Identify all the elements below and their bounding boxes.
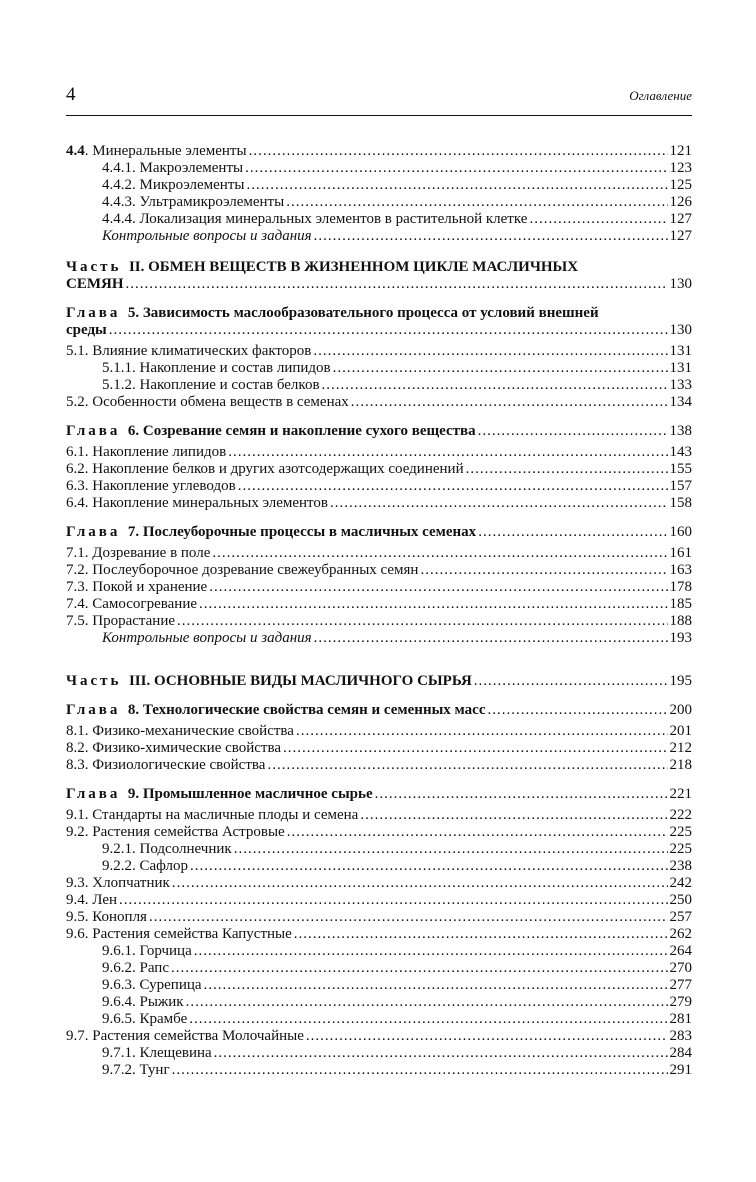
toc-entry-7-4[interactable]: 7.4. Самосогревание ..... 185 [66,596,692,613]
toc-entry-5-1-1[interactable]: 5.1.1. Накопление и состав липидов ..... 131 [66,360,692,377]
toc-part-3[interactable]: Часть III. ОСНОВНЫЕ ВИДЫ МАСЛИЧНОГО СЫРЬЯ ..... 195 [66,673,692,690]
toc-entry-9-6-2[interactable]: 9.6.2. Рапс ..... 270 [66,960,692,977]
toc-entry-9-5[interactable]: 9.5. Конопля ..... 257 [66,909,692,926]
toc-entry-5-1[interactable]: 5.1. Влияние климатических факторов ..... 131 [66,343,692,360]
page-number: 4 [66,84,76,105]
toc-entry-7-2[interactable]: 7.2. Послеуборочное дозревание свежеубранных семян ..... 163 [66,562,692,579]
toc-chapter-5[interactable]: Глава 5. Зависимость маслообразовательного процесса от условий внешней среды ..... 130 [66,305,692,339]
toc-entry-4-4-2[interactable]: 4.4.2. Микроэлементы ..... 125 [66,177,692,194]
table-of-contents [66,143,692,1079]
toc-entry-9-7-2[interactable]: 9.7.2. Тунг ..... 291 [66,1062,692,1079]
toc-entry-6-4[interactable]: 6.4. Накопление минеральных элементов ..... 158 [66,495,692,512]
toc-entry-4-4-3[interactable]: 4.4.3. Ультрамикроэлементы ..... 126 [66,194,692,211]
toc-entry-4-4-4[interactable]: 4.4.4. Локализация минеральных элементов в растительной клетке ..... 127 [66,211,692,228]
toc-entry-9-2-2[interactable]: 9.2.2. Сафлор ..... 238 [66,858,692,875]
toc-entry-8-3[interactable]: 8.3. Физиологические свойства ..... 218 [66,757,692,774]
toc-entry-9-3[interactable]: 9.3. Хлопчатник ..... 242 [66,875,692,892]
toc-entry-9-2-1[interactable]: 9.2.1. Подсолнечник ..... 225 [66,841,692,858]
toc-entry-questions-7[interactable]: Контрольные вопросы и задания ..... 193 [66,630,692,647]
toc-entry-9-7-1[interactable]: 9.7.1. Клещевина ..... 284 [66,1045,692,1062]
toc-chapter-7[interactable]: Глава 7. Послеуборочные процессы в масличных семенах ..... 160 [66,524,692,541]
toc-entry-9-6-1[interactable]: 9.6.1. Горчица ..... 264 [66,943,692,960]
toc-entry-4-4[interactable]: 4.4. Минеральные элементы ..... 121 [66,143,692,160]
toc-entry-6-1[interactable]: 6.1. Накопление липидов ..... 143 [66,444,692,461]
toc-entry-9-6-5[interactable]: 9.6.5. Крамбе ..... 281 [66,1011,692,1028]
toc-part-2[interactable]: Часть II. ОБМЕН ВЕЩЕСТВ В ЖИЗНЕННОМ ЦИКЛЕ МАСЛИЧНЫХ СЕМЯН ..... 130 [66,259,692,293]
toc-entry-9-6-4[interactable]: 9.6.4. Рыжик ..... 279 [66,994,692,1011]
header-rule [66,115,692,116]
toc-entry-7-3[interactable]: 7.3. Покой и хранение ..... 178 [66,579,692,596]
toc-entry-6-2[interactable]: 6.2. Накопление белков и других азотсодержащих соединений ..... 155 [66,461,692,478]
toc-chapter-6[interactable]: Глава 6. Созревание семян и накопление сухого вещества ..... 138 [66,423,692,440]
toc-entry-9-6[interactable]: 9.6. Растения семейства Капустные ..... 262 [66,926,692,943]
toc-entry-6-3[interactable]: 6.3. Накопление углеводов ..... 157 [66,478,692,495]
toc-chapter-9[interactable]: Глава 9. Промышленное масличное сырье ..... 221 [66,786,692,803]
toc-entry-9-6-3[interactable]: 9.6.3. Сурепица ..... 277 [66,977,692,994]
toc-entry-9-2[interactable]: 9.2. Растения семейства Астровые ..... 225 [66,824,692,841]
toc-entry-8-2[interactable]: 8.2. Физико-химические свойства ..... 212 [66,740,692,757]
toc-entry-8-1[interactable]: 8.1. Физико-механические свойства ..... 201 [66,723,692,740]
toc-chapter-8[interactable]: Глава 8. Технологические свойства семян и семенных масс ..... 200 [66,702,692,719]
toc-entry-5-1-2[interactable]: 5.1.2. Накопление и состав белков ..... 133 [66,377,692,394]
toc-entry-9-7[interactable]: 9.7. Растения семейства Молочайные ..... 283 [66,1028,692,1045]
toc-entry-7-5[interactable]: 7.5. Прорастание ..... 188 [66,613,692,630]
running-title: Оглавление [629,88,692,103]
toc-entry-questions-4[interactable]: Контрольные вопросы и задания ..... 127 [66,228,692,245]
toc-entry-9-4[interactable]: 9.4. Лен ..... 250 [66,892,692,909]
toc-entry-4-4-1[interactable]: 4.4.1. Макроэлементы ..... 123 [66,160,692,177]
toc-entry-7-1[interactable]: 7.1. Дозревание в поле ..... 161 [66,545,692,562]
toc-entry-5-2[interactable]: 5.2. Особенности обмена веществ в семенах ..... 134 [66,394,692,411]
toc-entry-9-1[interactable]: 9.1. Стандарты на масличные плоды и семена ..... 222 [66,807,692,824]
